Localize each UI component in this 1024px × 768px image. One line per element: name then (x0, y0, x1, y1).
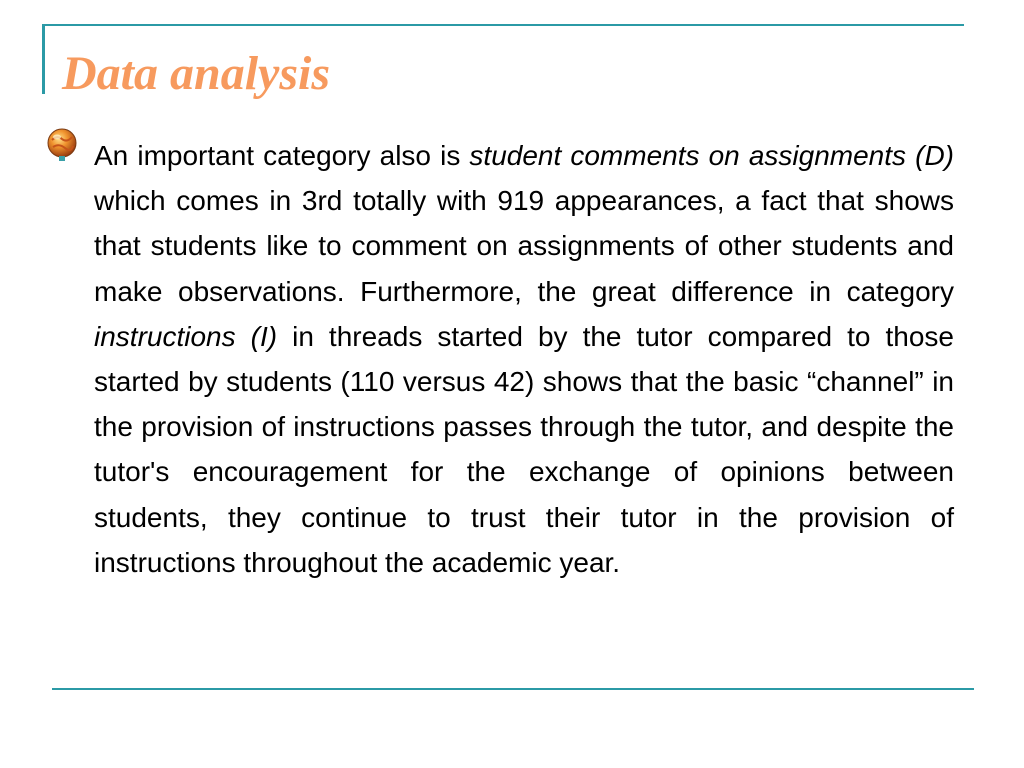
title-frame-top-rule (42, 24, 964, 26)
paragraph-segment-italic: student comments on assignments (D) (469, 140, 954, 171)
paragraph-segment: in threads started by the tutor compared to those started by students (110 versus 42) shows that the basic “channel” in the provision of instructions passes through the tutor, and despite the tutor's encouragement for the exchange of opinions between students, they continue to trust their tutor in the provision of instructions throughout the academic year. (94, 320, 954, 578)
bottom-divider-rule (52, 688, 974, 690)
slide-title: Data analysis (62, 47, 331, 100)
paragraph-segment: which comes in 3rd totally with 919 appearances, a fact that shows that students like to comment on assignments of other students and make observations. Furthermore, the great difference in category (94, 185, 954, 307)
paragraph-segment-italic: instructions (I) (94, 320, 278, 352)
bullet-paragraph (94, 133, 954, 585)
paragraph-segment: An important category also is (94, 140, 470, 171)
title-frame-left-rule (42, 26, 45, 94)
orange-globe-bullet-icon (46, 128, 78, 162)
